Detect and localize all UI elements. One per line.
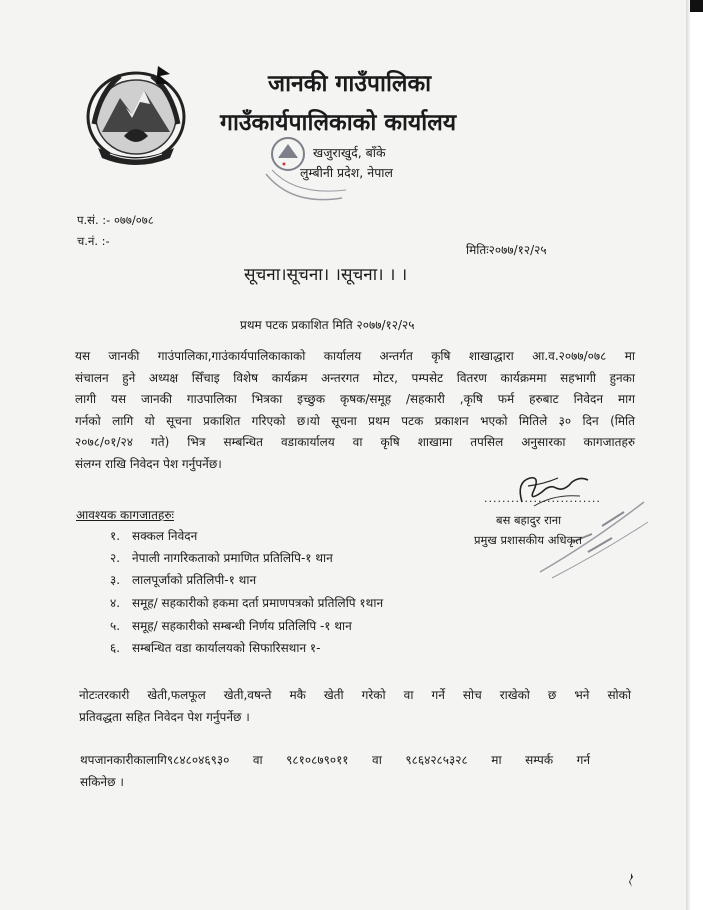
office-name: गाउँकार्यपालिकाको कार्यालय [220, 110, 457, 136]
page-edge-mark [690, 0, 703, 12]
contact-line: सकिनेछ । [80, 775, 124, 789]
dispatch-number: च.नं. :- [77, 234, 110, 248]
item-number: ६. [110, 641, 121, 655]
item-text: सम्बन्धित वडा कार्यालयको सिफारिसथान १- [132, 641, 321, 655]
item-text: सक्कल निवेदन [132, 529, 198, 543]
item-number: ३. [110, 573, 121, 587]
note-line: नोटःतरकारी खेती,फलफूल खेती,वषन्ते मकै खेती गरेको वा गर्ने सोच राखेको छ भने सोको [79, 688, 631, 702]
contact-paragraph [80, 749, 590, 793]
publish-date: प्रथम पटक प्रकाशित मिति २०७७/१२/२५ [240, 318, 415, 332]
signatory-name: बस बहादुर राना [496, 513, 562, 527]
item-number: ५. [110, 619, 121, 633]
body-line: २०७८/०१/२४ गते) भित्र सम्बन्धित वडाकार्यालय वा कृषि शाखामा तपसिल अनुसारका कागजातहरु [75, 435, 635, 449]
list-item [110, 549, 333, 566]
nepal-emblem-icon [80, 62, 192, 166]
note-paragraph [79, 684, 631, 728]
address-line-2: लुम्बीनी प्रदेश, नेपाल [300, 165, 394, 180]
reference-number: प.सं. :- ०७७/०७८ [77, 213, 154, 227]
list-item [110, 527, 197, 544]
documents-heading: आवश्यक कागजातहरुः [76, 508, 174, 522]
body-line: लागी यस जानकी गाउपालिका भित्रका इच्छुक कृषक/समूह /सहकारी ,कृषि फर्म हरुबाट निवेदन माग [75, 392, 635, 406]
ink-speck-icon [627, 873, 635, 887]
item-text: नेपाली नागरिकताको प्रमाणित प्रतिलिपि-१ थान [132, 551, 333, 565]
item-text: समूह/ सहकारीको हकमा दर्ता प्रमाणपत्रको प्रतिलिपि १थान [132, 596, 384, 610]
list-item [110, 639, 321, 656]
body-line: संलग्न राखि निवेदन पेश गर्नुपर्नेछ। [75, 456, 222, 471]
signature-line: .......................... [484, 492, 601, 505]
org-name: जानकी गाउँपालिका [268, 71, 432, 97]
body-line: गर्नको लागि यो सूचना प्रकाशित गरिएको छ।यो सूचना प्रथम पटक प्रकाशन भएको मितिले ३० दिन (मिति [75, 413, 635, 428]
item-text: लालपूर्जाको प्रतिलिपी-१ थान [132, 573, 257, 587]
body-line: संचालन हुने अध्यक्ष सिँचाइ विशेष कार्यक्रम अन्तरगत मोटर, पम्पसेट वितरण कार्यक्रममा सहभागी हुनका [75, 370, 635, 385]
issue-date: मितिः२०७७/१२/२५ [466, 243, 547, 257]
notice-body [75, 346, 635, 475]
list-item [110, 571, 256, 588]
page-edge [686, 0, 703, 910]
item-number: १. [110, 529, 121, 543]
item-number: ४. [110, 596, 121, 610]
item-text: समूह/ सहकारीको सम्बन्धी निर्णय प्रतिलिपि -१ थान [132, 619, 352, 633]
list-item [110, 594, 383, 611]
note-line: प्रतिवद्धता सहित निवेदन पेश गर्नुपर्नेछ । [79, 710, 250, 724]
item-number: २. [110, 551, 121, 565]
notice-heading: सूचना।सूचना। ।सूचना। । । [244, 265, 408, 285]
address-line-1: खजुराखुर्द, बाँके [313, 145, 386, 160]
body-line: यस जानकी गाउंपालिका,गाउंकार्यपालिकाकाको कार्यालय अन्तर्गत कृषि शाखाद्धारा आ.व.२०७७/०७८ मा [75, 349, 635, 363]
list-item [110, 617, 352, 634]
contact-line: थपजानकारीकालागि९८४८०४६९३० वा ९८१०८७९०११ वा ९८६४२८५३२८ मा सम्पर्क गर्न [80, 753, 590, 767]
signatory-title: प्रमुख प्रशासकीय अधिकृत [474, 533, 582, 547]
